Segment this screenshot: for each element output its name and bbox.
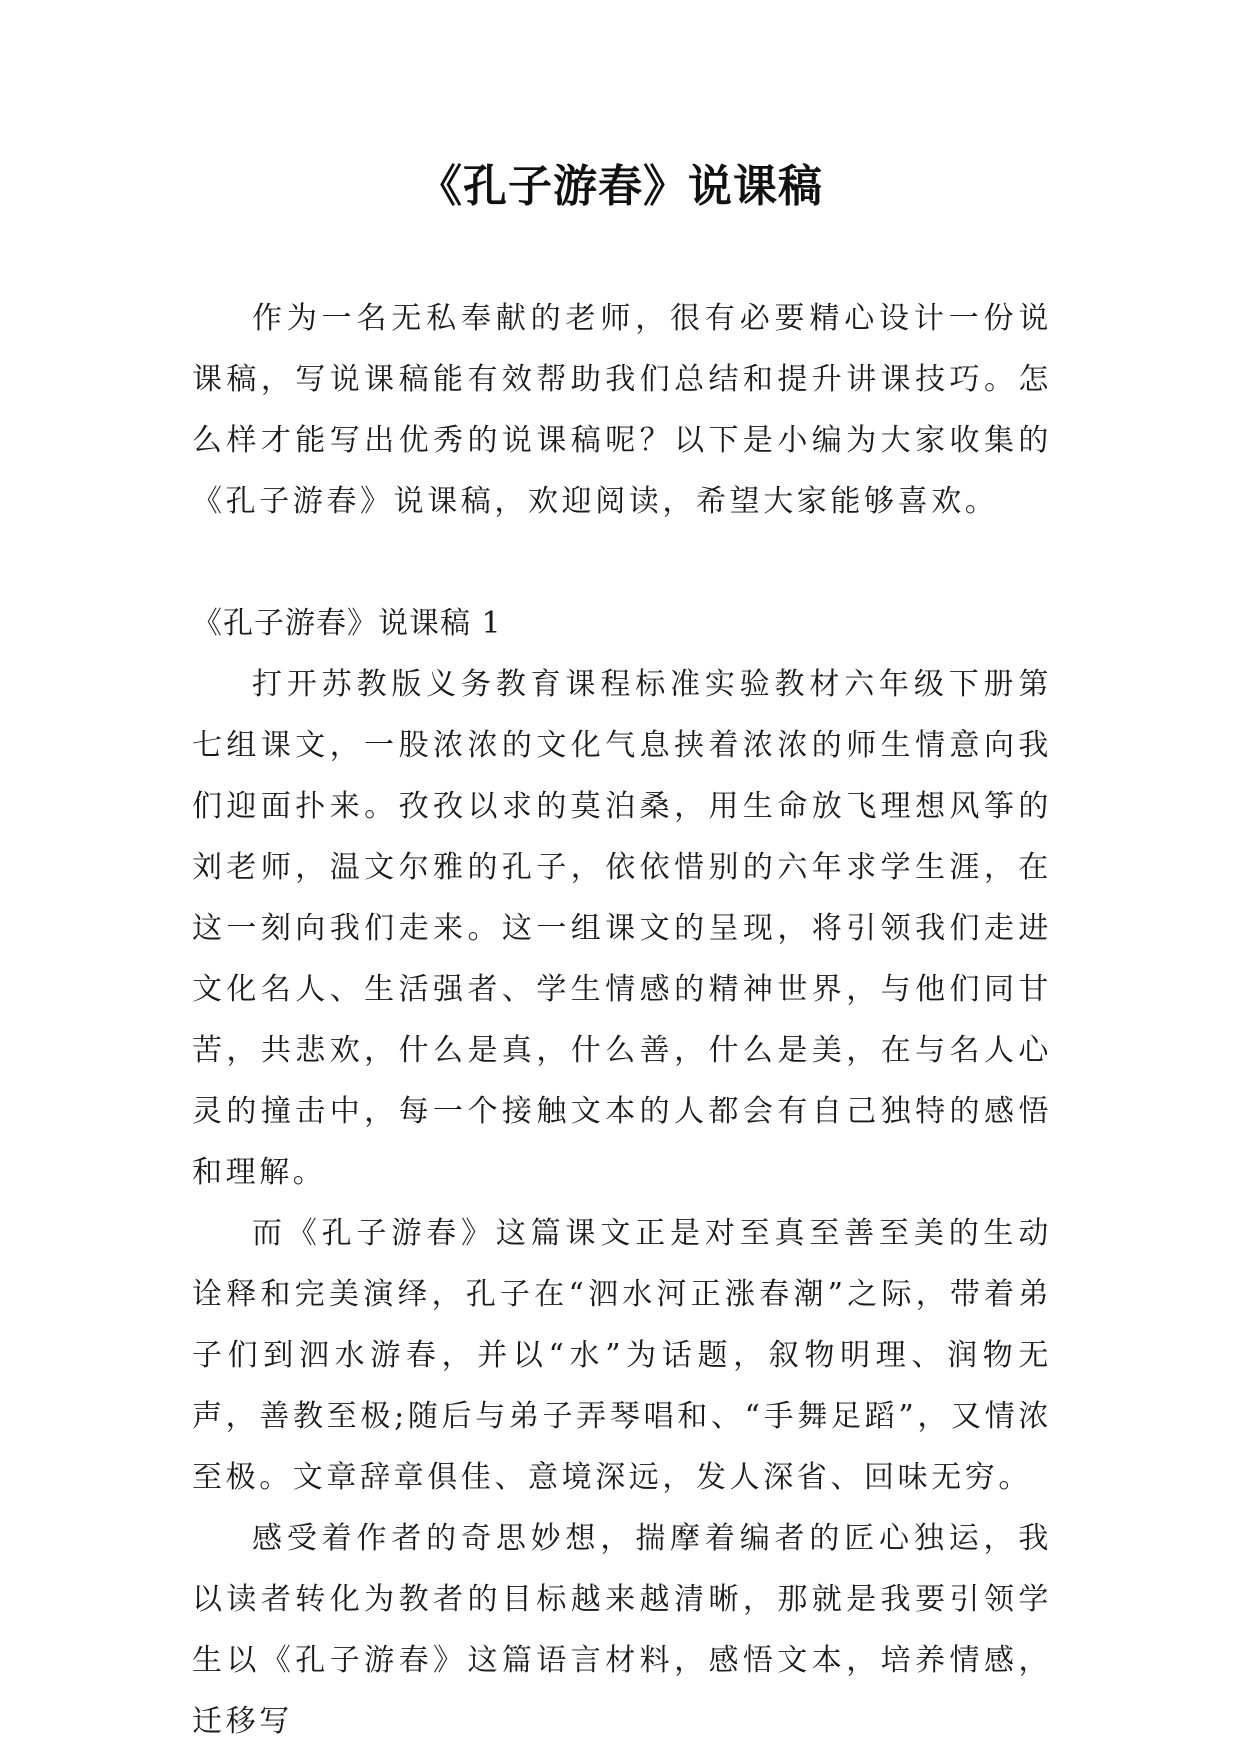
intro-paragraph: 作为一名无私奉献的老师，很有必要精心设计一份说课稿，写说课稿能有效帮助我们总结和提升讲课技巧。怎么样才能写出优秀的说课稿呢？以下是小编为大家收集的《孔子游春》说课稿，欢迎阅读，希望大家能够喜欢。 <box>192 301 1052 519</box>
body-paragraph-3: 感受着作者的奇思妙想，揣摩着编者的匠心独运，我以读者转化为教者的目标越来越清晰，那就是我要引领学生以《孔子游春》这篇语言材料，感悟文本，培养情感，迁移写 <box>192 1521 1052 1739</box>
body-paragraph-1: 打开苏教版义务教育课程标准实验教材六年级下册第七组课文，一股浓浓的文化气息挟着浓浓的师生情意向我们迎面扑来。孜孜以求的莫泊桑，用生命放飞理想风筝的刘老师，温文尔雅的孔子，依依惜别的六年求学生涯，在这一刻向我们走来。这一组课文的呈现，将引领我们走进文化名人、生活强者、学生情感的精神世界，与他们同甘苦，共悲欢，什么是真，什么善，什么是美，在与名人心灵的撞击中，每一个接触文本的人都会有自己独特的感悟和理解。 <box>192 667 1052 1190</box>
body-paragraph-2: 而《孔子游春》这篇课文正是对至真至善至美的生动诠释和完美演绎，孔子在“泗水河正涨春潮”之际，带着弟子们到泗水游春，并以“水”为话题，叙物明理、润物无声，善教至极;随后与弟子弄琴唱和、“手舞足蹈”，又情浓至极。文章辞章俱佳、意境深远，发人深省、回味无穷。 <box>192 1216 1052 1495</box>
section-heading: 《孔子游春》说课稿 1 <box>192 606 502 641</box>
document-body <box>192 288 1052 1752</box>
document-title: 《孔子游春》说课稿 <box>418 161 823 212</box>
